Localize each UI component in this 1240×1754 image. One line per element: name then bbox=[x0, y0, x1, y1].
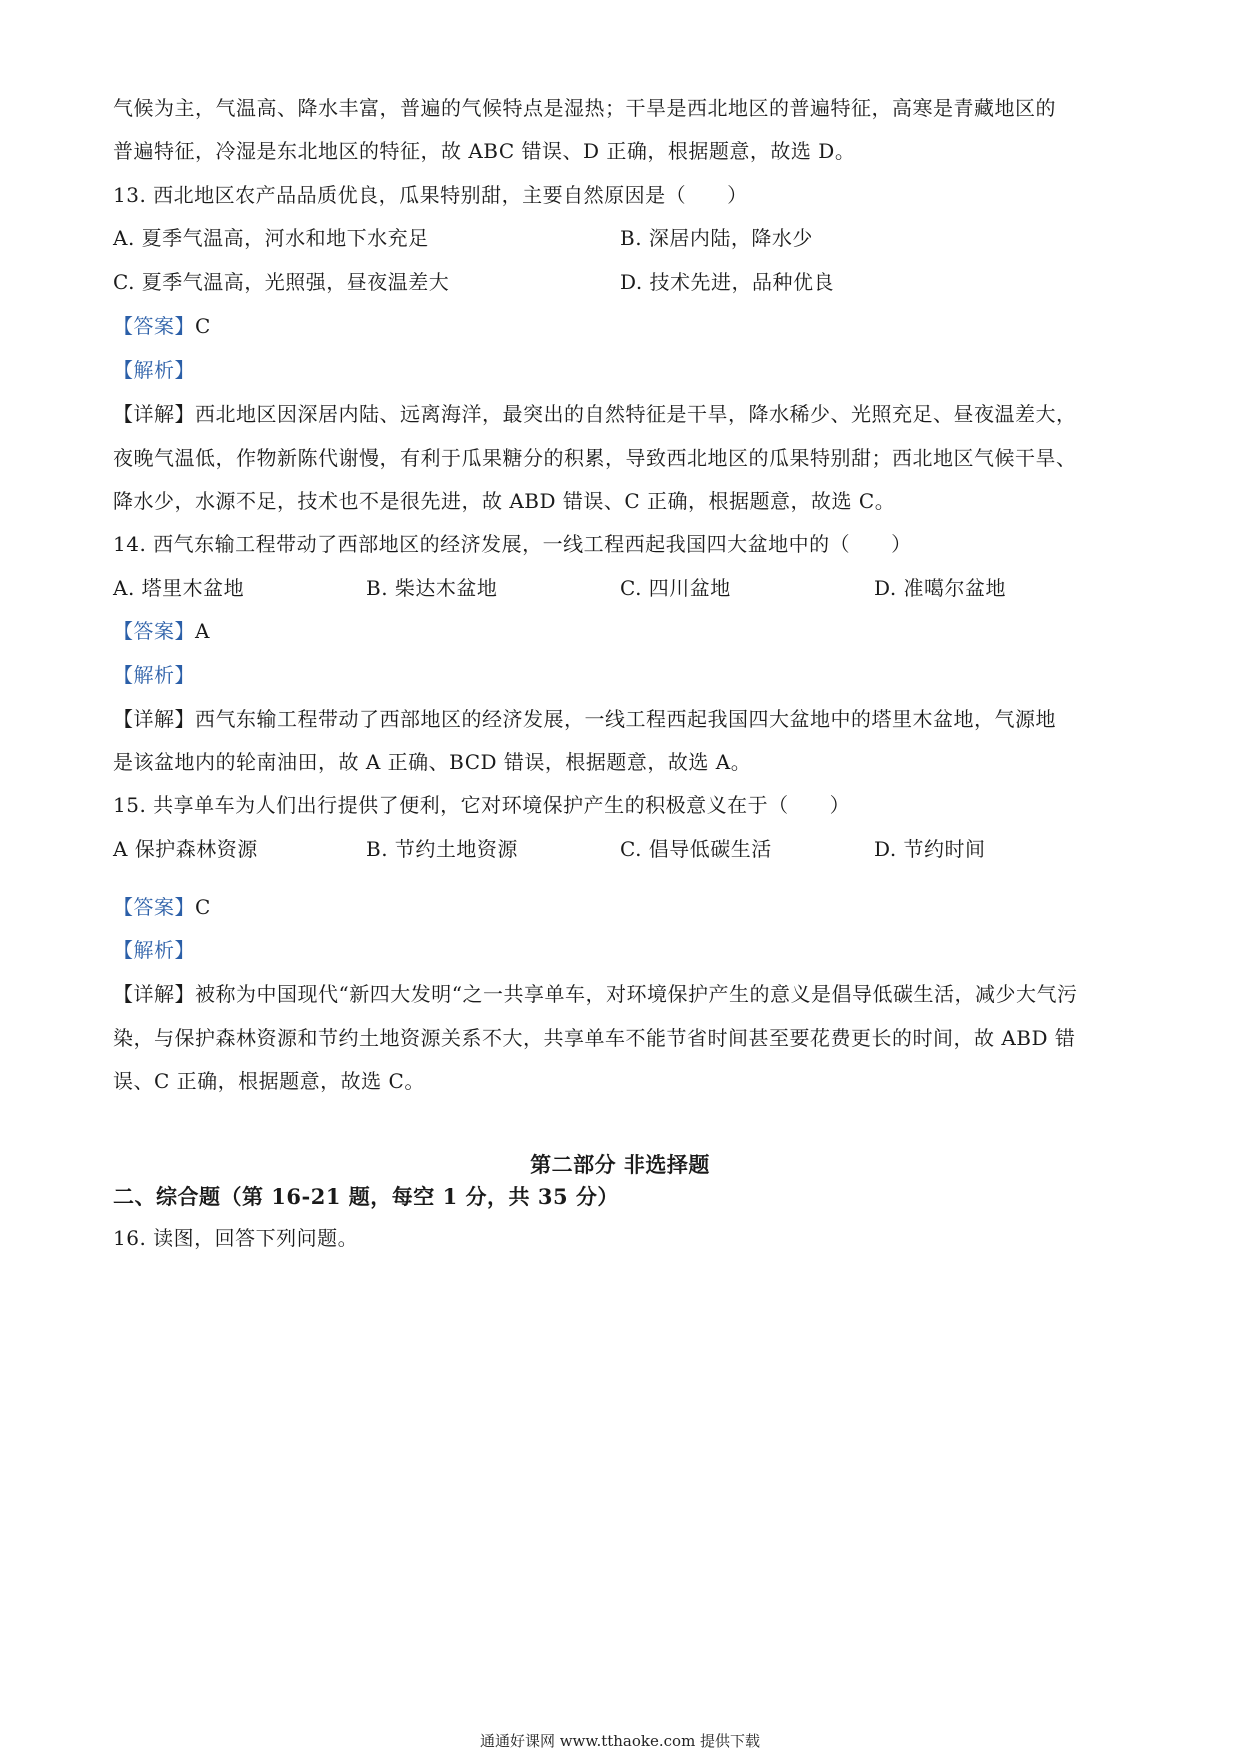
analysis-tag: 【解析】 bbox=[113, 938, 195, 962]
detail-tag: 【详解】 bbox=[113, 707, 195, 731]
q15-option-c: C. 倡导低碳生活 bbox=[620, 837, 772, 861]
question-13-stem: 13. 西北地区农产品品质优良，瓜果特别甜，主要自然原因是（ ） bbox=[113, 183, 748, 207]
q14-detail-line-1 bbox=[113, 705, 1130, 733]
q13-option-c: C. 夏季气温高，光照强，昼夜温差大 bbox=[113, 270, 450, 294]
q15-detail-line-1 bbox=[113, 980, 1130, 1008]
detail-tag: 【详解】 bbox=[113, 402, 195, 426]
answer-tag: 【答案】 bbox=[113, 314, 195, 338]
intro-line-2: 普遍特征，冷湿是东北地区的特征，故 ABC 错误、D 正确，根据题意，故选 D。 bbox=[113, 139, 856, 163]
question-14-stem: 14. 西气东输工程带动了西部地区的经济发展，一线工程西起我国四大盆地中的（ ） bbox=[113, 532, 912, 556]
q14-analysis-line bbox=[113, 661, 1130, 689]
footer-watermark: 通通好课网 www.tthaoke.com 提供下载 bbox=[479, 1732, 761, 1750]
q13-option-b: B. 深居内陆，降水少 bbox=[620, 226, 813, 250]
analysis-tag: 【解析】 bbox=[113, 663, 195, 687]
question-16-stem: 16. 读图，回答下列问题。 bbox=[113, 1226, 359, 1250]
detail-tag: 【详解】 bbox=[113, 982, 195, 1006]
q14-answer-line bbox=[113, 617, 1130, 645]
q13-detail-text-1: 西北地区因深居内陆、远离海洋，最突出的自然特征是干旱，降水稀少、光照充足、昼夜温差大， bbox=[195, 402, 1077, 426]
q13-option-a: A. 夏季气温高，河水和地下水充足 bbox=[113, 226, 429, 250]
answer-tag: 【答案】 bbox=[113, 895, 195, 919]
section-heading: 二、综合题（第 16-21 题，每空 1 分，共 35 分） bbox=[113, 1184, 619, 1209]
q15-analysis-line bbox=[113, 936, 1130, 964]
q13-detail-line-1 bbox=[113, 400, 1130, 428]
q13-option-d: D. 技术先进，品种优良 bbox=[620, 270, 835, 294]
q15-option-b: B. 节约土地资源 bbox=[366, 837, 518, 861]
q14-detail-line-2: 是该盆地内的轮南油田，故 A 正确、BCD 错误，根据题意，故选 A。 bbox=[113, 750, 752, 774]
part-two-title: 第二部分 非选择题 bbox=[530, 1152, 710, 1177]
q14-option-d: D. 准噶尔盆地 bbox=[874, 576, 1007, 600]
q14-option-c: C. 四川盆地 bbox=[620, 576, 731, 600]
q13-detail-line-3: 降水少，水源不足，技术也不是很先进，故 ABD 错误、C 正确，根据题意，故选 C。 bbox=[113, 489, 896, 513]
q15-answer: C bbox=[195, 895, 211, 919]
q15-answer-line bbox=[113, 893, 1130, 921]
answer-tag: 【答案】 bbox=[113, 619, 195, 643]
q13-answer: C bbox=[195, 314, 211, 338]
intro-line-1: 气候为主，气温高、降水丰富，普遍的气候特点是湿热；干旱是西北地区的普遍特征，高寒是青藏地区的 bbox=[113, 96, 1056, 120]
q14-answer: A bbox=[195, 619, 210, 643]
q15-detail-text-1: 被称为中国现代“新四大发明“之一共享单车，对环境保护产生的意义是倡导低碳生活，减少大气污 bbox=[195, 982, 1078, 1006]
q13-answer-line bbox=[113, 312, 1130, 340]
q15-option-d: D. 节约时间 bbox=[874, 837, 986, 861]
q13-detail-line-2: 夜晚气温低，作物新陈代谢慢，有利于瓜果糖分的积累，导致西北地区的瓜果特别甜；西北地区气候干旱、 bbox=[113, 446, 1077, 470]
q13-analysis-line bbox=[113, 356, 1130, 384]
q15-detail-line-2: 染，与保护森林资源和节约土地资源关系不大，共享单车不能节省时间甚至要花费更长的时间，故 ABD 错 bbox=[113, 1026, 1076, 1050]
question-15-stem: 15. 共享单车为人们出行提供了便利，它对环境保护产生的积极意义在于（ ） bbox=[113, 793, 851, 817]
q14-option-b: B. 柴达木盆地 bbox=[366, 576, 498, 600]
q14-option-a: A. 塔里木盆地 bbox=[113, 576, 245, 600]
q15-detail-line-3: 误、C 正确，根据题意，故选 C。 bbox=[113, 1069, 425, 1093]
q15-option-a: A 保护森林资源 bbox=[113, 837, 258, 861]
analysis-tag: 【解析】 bbox=[113, 358, 195, 382]
q14-detail-text-1: 西气东输工程带动了西部地区的经济发展，一线工程西起我国四大盆地中的塔里木盆地，气源地 bbox=[195, 707, 1056, 731]
